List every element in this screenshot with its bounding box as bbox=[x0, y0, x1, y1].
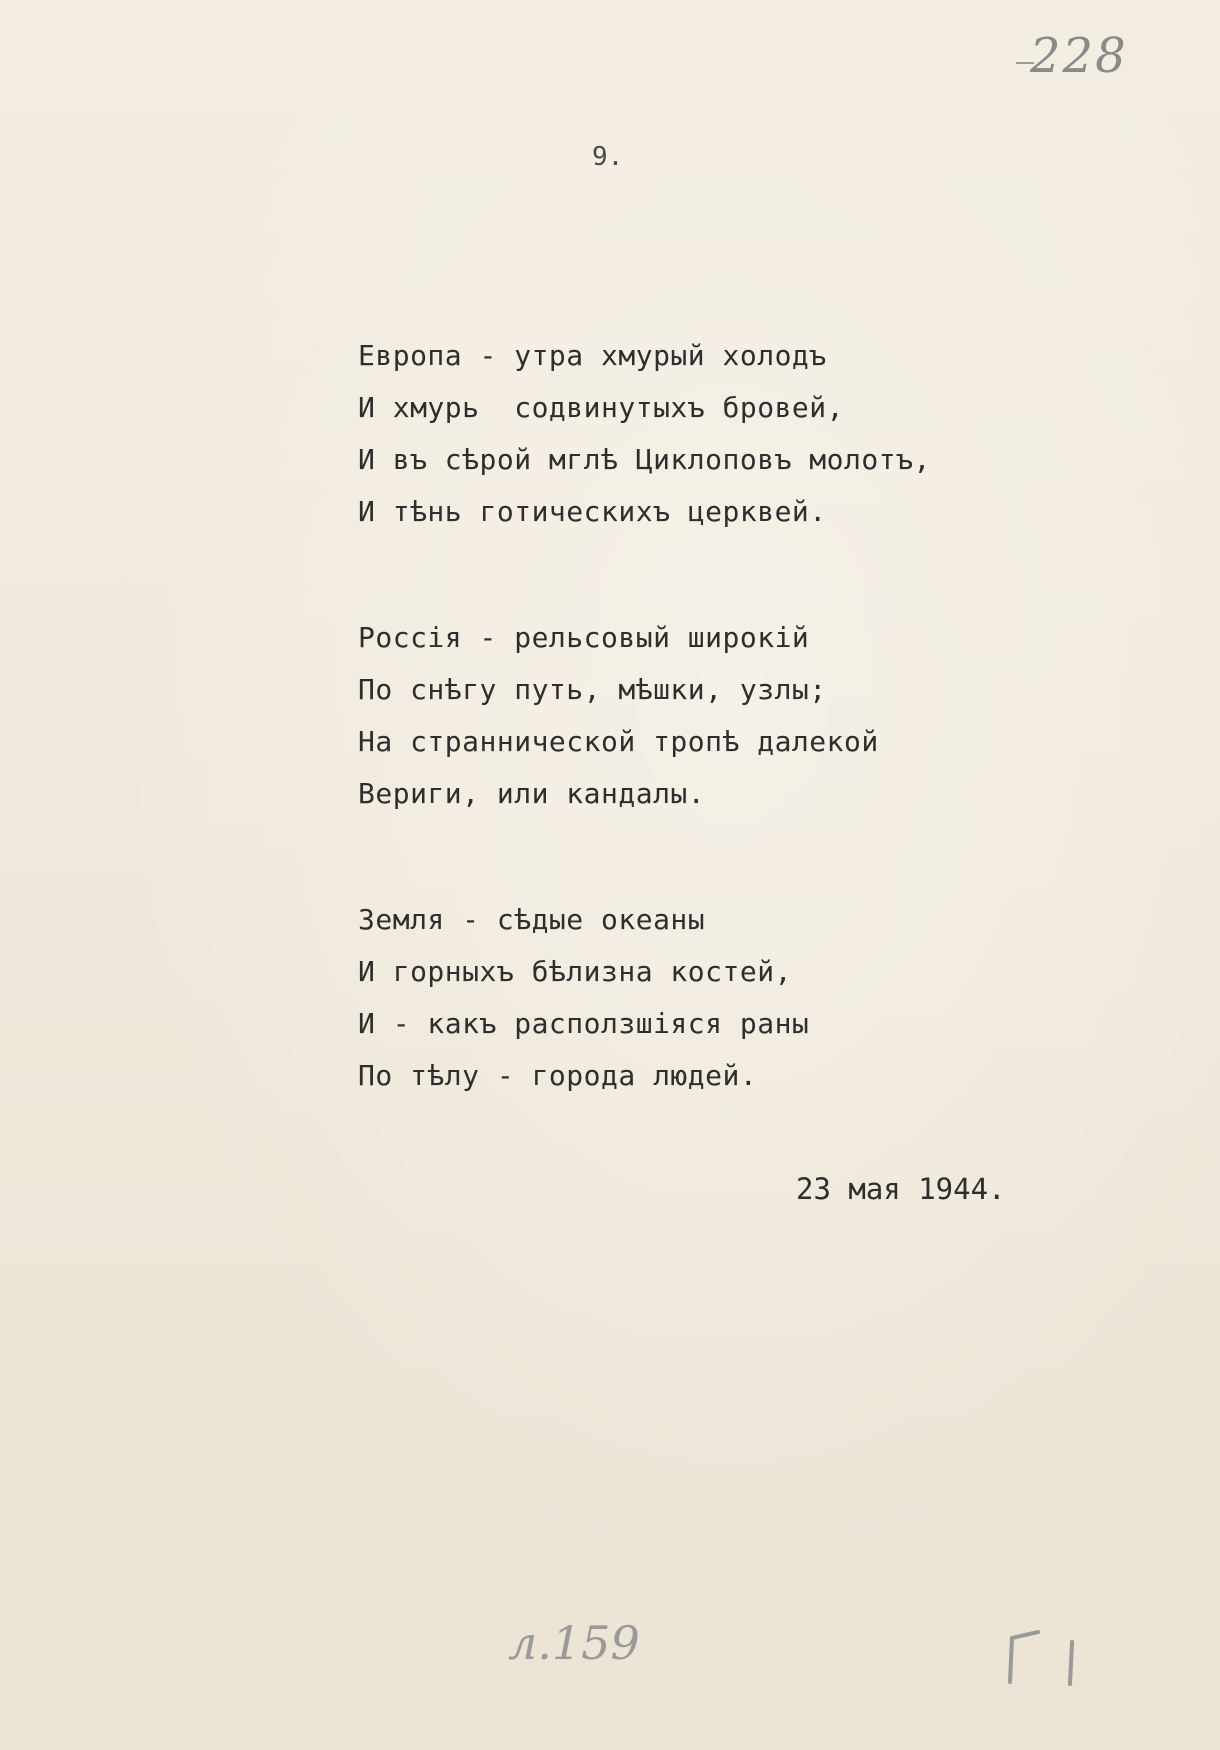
archive-number: 228 bbox=[1030, 28, 1128, 84]
poem-line: Вериги, или кандалы. bbox=[358, 777, 706, 810]
poem-line: На страннической тропѣ далекой bbox=[358, 725, 879, 758]
poem bbox=[358, 330, 998, 1176]
poem-line: И горныхъ бѣлизна костей, bbox=[358, 955, 792, 988]
corner-mark-icon bbox=[1000, 1620, 1090, 1690]
poem-line: И хмурь содвинутыхъ бровей, bbox=[358, 391, 845, 424]
poem-date: 23 мая 1944. bbox=[796, 1172, 1006, 1206]
poem-line: Европа - утра хмурый холодъ bbox=[358, 339, 827, 372]
poem-line: Россія - рельсовый широкій bbox=[358, 621, 810, 654]
stanza-1 bbox=[358, 330, 998, 538]
poem-line: По тѣлу - города людей. bbox=[358, 1059, 758, 1092]
poem-line: И тѣнь готическихъ церквей. bbox=[358, 495, 827, 528]
stanza-3 bbox=[358, 894, 998, 1102]
poem-line: И - какъ расползшіяся раны bbox=[358, 1007, 810, 1040]
folio-number: л.159 bbox=[508, 1616, 640, 1670]
poem-line: По снѣгу путь, мѣшки, узлы; bbox=[358, 673, 827, 706]
stanza-2 bbox=[358, 612, 998, 820]
page-number: 9. bbox=[592, 142, 624, 172]
poem-line: Земля - сѣдые океаны bbox=[358, 903, 706, 936]
poem-line: И въ сѣрой мглѣ Циклоповъ молотъ, bbox=[358, 443, 931, 476]
